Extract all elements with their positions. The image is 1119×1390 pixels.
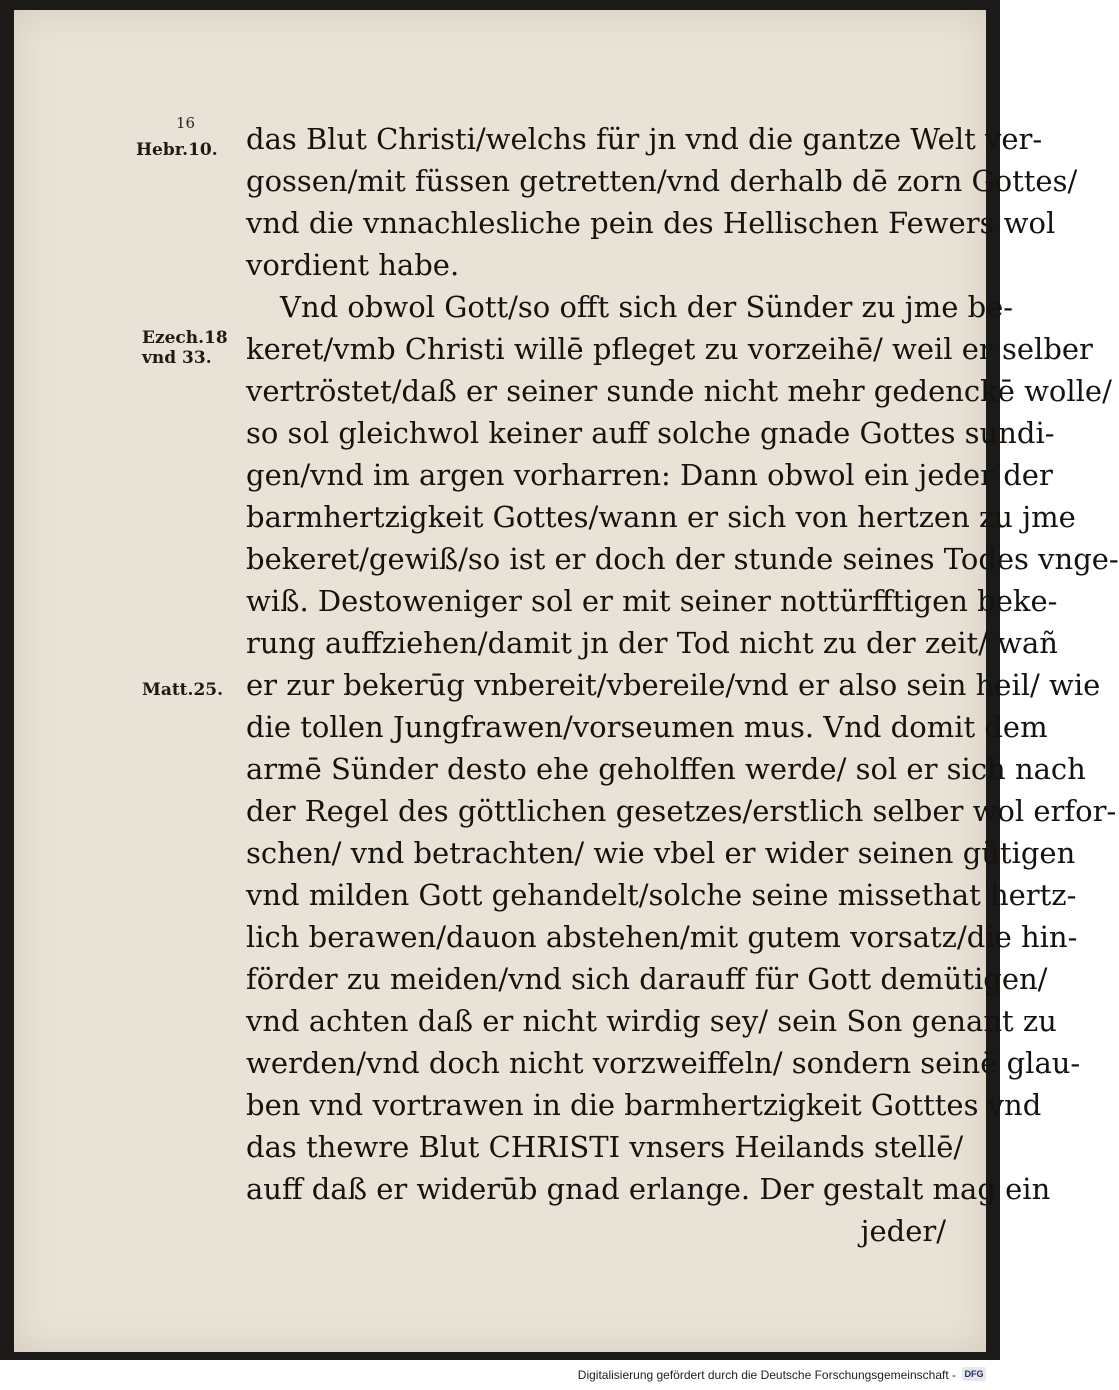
text-line: bekeret/gewiß/so ist er doch der stunde seines Todes vnge- — [246, 542, 1119, 576]
text-line: Vnd obwol Gott/so offt sich der Sünder zu jme be- — [280, 290, 1014, 324]
text-line: rung auffziehen/damit jn der Tod nicht zu der zeit/ wañ — [246, 626, 1058, 660]
text-line: die tollen Jungfrawen/vorseumen mus. Vnd domit dem — [246, 710, 1048, 744]
text-line: förder zu meiden/vnd sich darauff für Gott demütigen/ — [246, 962, 1048, 996]
margin-note-ezech: Ezech.18 vnd 33. — [142, 328, 228, 368]
text-line: barmhertzigkeit Gottes/wann er sich von hertzen zu jme — [246, 500, 1076, 534]
text-line: vordient habe. — [246, 248, 460, 282]
text-line: lich berawen/dauon abstehen/mit gutem vorsatz/die hin- — [246, 920, 1078, 954]
text-line: der Regel des göttlichen gesetzes/erstlich selber wol erfor- — [246, 794, 1117, 828]
text-line: er zur bekerūg vnbereit/vbereile/vnd er also sein heil/ wie — [246, 668, 1101, 702]
text-line: das thewre Blut CHRISTI vnsers Heilands stellē/ — [246, 1130, 964, 1164]
text-line: so sol gleichwol keiner auff solche gnade Gottes sundi- — [246, 416, 1055, 450]
text-line: ben vnd vortrawen in die barmhertzigkeit Gotttes vnd — [246, 1088, 1042, 1122]
text-line: wiß. Destoweniger sol er mit seiner nottürfftigen beke- — [246, 584, 1058, 618]
dfg-logo: DFG — [962, 1367, 986, 1381]
funding-credit: Digitalisierung gefördert durch die Deutsche Forschungsgemeinschaft - — [577, 1368, 956, 1382]
margin-note-hebr: Hebr.10. — [136, 140, 218, 160]
text-line: vnd achten daß er nicht wirdig sey/ sein Son genant zu — [246, 1004, 1057, 1038]
footer-bar — [0, 1360, 1000, 1390]
book-page — [14, 10, 1119, 1352]
text-line: vnd milden Gott gehandelt/solche seine missethat hertz- — [246, 878, 1077, 912]
text-line: gen/vnd im argen vorharren: Dann obwol ein jeder der — [246, 458, 1053, 492]
body-text — [246, 118, 1119, 1252]
text-line: schen/ vnd betrachten/ wie vbel er wider seinen gütigen — [246, 836, 1076, 870]
margin-note-matt: Matt.25. — [142, 680, 224, 700]
text-line: das Blut Christi/welchs für jn vnd die gantze Welt ver- — [246, 122, 1043, 156]
text-line: gossen/mit füssen getretten/vnd derhalb dē zorn Gottes/ — [246, 164, 1078, 198]
text-line: werden/vnd doch nicht vorzweiffeln/ sondern seinē glau- — [246, 1046, 1081, 1080]
text-line: auff daß er widerūb gnad erlange. Der gestalt mag ein — [246, 1172, 1051, 1206]
text-line: armē Sünder desto ehe geholffen werde/ sol er sich nach — [246, 752, 1086, 786]
text-line: vertröstet/daß er seiner sunde nicht mehr gedenckē wolle/ — [246, 374, 1112, 408]
text-line: vnd die vnnachlesliche pein des Hellischen Fewers wol — [246, 206, 1056, 240]
text-line: keret/vmb Christi willē pfleget zu vorzeihē/ weil er selber — [246, 332, 1093, 366]
catchword: jeder/ — [860, 1214, 946, 1248]
page-number: 16 — [176, 114, 196, 132]
